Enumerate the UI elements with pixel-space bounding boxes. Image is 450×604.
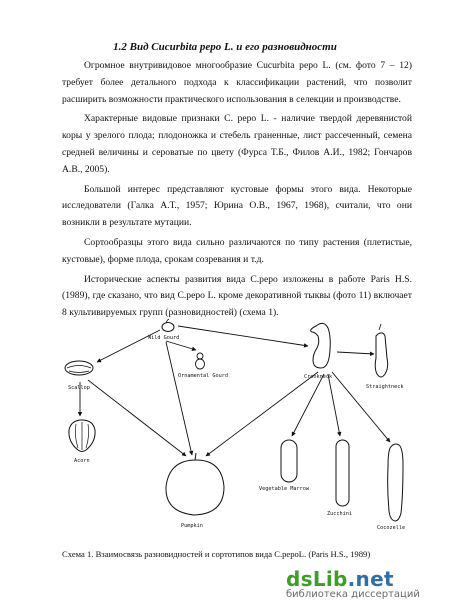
label-crookneck: Crookneck bbox=[304, 374, 333, 380]
label-pumpkin: Pumpkin bbox=[181, 523, 203, 529]
paragraph: Большой интерес представляют кустовые формы этого вида. Некоторые исследователи (Галка А.Т., 1957; Юрина О.В., 1967, 1968), считали, что они возникли в результате мутации. bbox=[62, 183, 412, 229]
straightneck-figure bbox=[366, 324, 404, 390]
paragraph: Исторические аспекты развития вида C.pepo изложены в работе Paris H.S. (1989), где сказано, что вид C.pepo L. кроме декоративной тыквы (фото 11) включает 8 культивируемых групп (разновидностей) (схема 1). bbox=[62, 273, 412, 319]
cultivar-relationship-diagram bbox=[0, 312, 450, 548]
label-cocozelle: Cocozelle bbox=[377, 525, 406, 531]
relationship-arrows bbox=[80, 326, 390, 456]
crookneck-figure bbox=[304, 323, 333, 380]
wild-gourd-figure bbox=[148, 319, 179, 341]
ornamental-gourd-figure bbox=[178, 353, 228, 379]
label-zucchini: Zucchini bbox=[327, 511, 352, 517]
label-straightneck: Straightneck bbox=[366, 384, 404, 390]
paragraph: Сортообразцы этого вида сильно различаются по типу растения (плетистые, кустовые), форме плода, срокам созревания и т.д. bbox=[62, 236, 412, 265]
vegetable-marrow-figure bbox=[259, 440, 310, 492]
section-heading: 1.2 Вид Cucurbita pepo L. и его разновидности bbox=[113, 41, 337, 53]
label-scallop: Scallop bbox=[68, 385, 90, 391]
watermark bbox=[286, 567, 436, 600]
label-vegetable-marrow: Vegetable Marrow bbox=[259, 486, 309, 492]
label-ornamental-gourd: Ornamental Gourd bbox=[178, 373, 228, 379]
watermark-logo: dsLib.net bbox=[286, 567, 394, 591]
paragraph: Характерные видовые признаки C. pepo L. - наличие твердой деревянистой коры у зрелого плода; плодоножка и стебель граненные, лист рассеченный, семена средней величины и сероватые по цвету (Фурса Т.Б., Филов А.И., 1982; Гончаров А.В., 2005). bbox=[62, 113, 412, 175]
label-wild-gourd: Wild Gourd bbox=[148, 335, 180, 341]
acorn-figure bbox=[69, 420, 95, 464]
label-acorn: Acorn bbox=[74, 458, 90, 464]
paragraph: Огромное внутривидовое многообразие Cucurbita pepo L. (см. фото 7 – 12) требует более детального подхода к классификации растений, что позволит расширить возможности практического использования в селекции и производстве. bbox=[62, 60, 412, 105]
body-text bbox=[62, 58, 412, 322]
watermark-tagline: библиотека диссертаций bbox=[286, 589, 420, 600]
figure-caption: Схема 1. Взаимосвязь разновидностей и сортотипов вида C.pepoL. (Paris H.S., 1989) bbox=[62, 549, 371, 559]
cocozelle-figure bbox=[377, 444, 405, 531]
scallop-figure bbox=[65, 361, 93, 391]
zucchini-figure bbox=[327, 440, 352, 517]
pumpkin-figure bbox=[166, 453, 224, 529]
